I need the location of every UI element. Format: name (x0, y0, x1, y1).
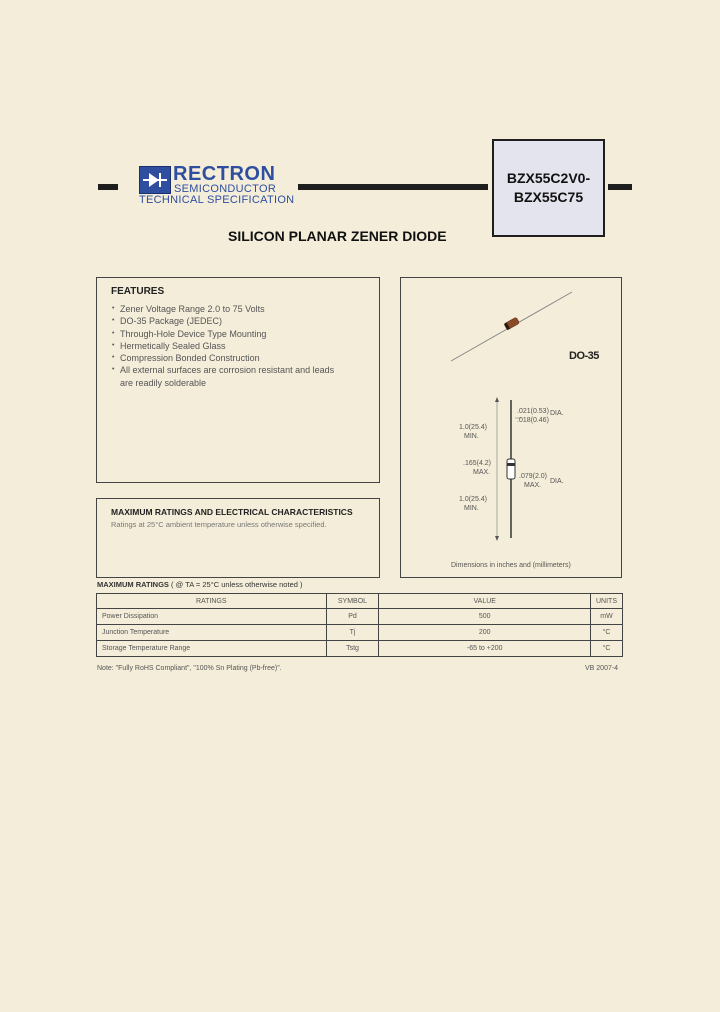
header-bar-right (608, 184, 632, 190)
dim-body-len-2: MAX. (473, 469, 491, 476)
cell-units: °C (590, 625, 622, 641)
cell-symbol: Tstg (326, 641, 379, 657)
cell-units: mW (590, 609, 622, 625)
col-header-symbol: SYMBOL (326, 594, 379, 609)
col-header-value: VALUE (379, 594, 591, 609)
package-name: DO-35 (569, 350, 599, 362)
dim-lead-dia-2: .018(0.46) (517, 417, 549, 424)
dim-lead-top-min: MIN. (464, 433, 479, 440)
max-ratings-note: Ratings at 25°C ambient temperature unless otherwise specified. (111, 520, 327, 529)
dim-lead-bot: 1.0(25.4) (459, 496, 488, 503)
cell-symbol: Tj (326, 625, 379, 641)
feature-item: • Hermetically Sealed Glass (111, 340, 365, 352)
brand-sub: SEMICONDUCTOR (174, 183, 277, 195)
table-row (97, 625, 623, 641)
cell-rating: Storage Temperature Range (97, 641, 327, 657)
feature-item: • Zener Voltage Range 2.0 to 75 Volts (111, 303, 365, 315)
cell-value: -65 to +200 (379, 641, 591, 657)
cell-symbol: Pd (326, 609, 379, 625)
ratings-caption (97, 580, 303, 589)
table-row (97, 609, 623, 625)
dim-body-dia-2: MAX. (524, 482, 542, 489)
max-ratings-panel (96, 498, 380, 578)
part-number-line2: BZX55C75 (513, 189, 584, 205)
max-ratings-title: MAXIMUM RATINGS AND ELECTRICAL CHARACTERISTICS (111, 507, 353, 517)
features-panel (96, 277, 380, 483)
cell-value: 200 (379, 625, 591, 641)
col-header-units: UNITS (590, 594, 622, 609)
dim-lead-dia-unit: DIA. (550, 410, 564, 417)
do35-diagram (401, 278, 620, 576)
features-title: FEATURES (111, 286, 165, 297)
footer-note: Note: "Fully RoHS Compliant", "100% Sn Plating (Pb-free)". (97, 665, 282, 672)
dim-lead-bot-min: MIN. (464, 505, 479, 512)
rectron-logo-icon (139, 166, 171, 194)
col-header-ratings: RATINGS (97, 594, 327, 609)
table-row (97, 641, 623, 657)
cell-rating: Power Dissipation (97, 609, 327, 625)
dim-lead-dia-1: .021(0.53) (517, 408, 549, 415)
cell-rating: Junction Temperature (97, 625, 327, 641)
ratings-table (96, 593, 623, 657)
dim-body-len-1: .165(4.2) (463, 460, 492, 467)
package-panel (400, 277, 622, 578)
ratings-caption-rest: ( @ TA = 25°C unless otherwise noted ) (171, 580, 303, 589)
header-bar-mid (298, 184, 488, 190)
feature-continuation: are readily solderable (120, 377, 207, 388)
ratings-caption-bold: MAXIMUM RATINGS (97, 580, 169, 589)
package-dimension-note: Dimensions in inches and (millimeters) (451, 562, 571, 569)
part-number-box (492, 139, 605, 237)
cell-value: 500 (379, 609, 591, 625)
part-number-line1: BZX55C2V0- (506, 170, 591, 186)
feature-item: • Compression Bonded Construction (111, 352, 365, 364)
dim-body-dia-unit: DIA. (550, 478, 564, 485)
features-list (111, 303, 365, 377)
page-title: SILICON PLANAR ZENER DIODE (228, 228, 447, 244)
feature-item: • Through-Hole Device Type Mounting (111, 328, 365, 340)
table-header-row (97, 594, 623, 609)
tagline: TECHNICAL SPECIFICATION (139, 194, 295, 206)
feature-item: • DO-35 Package (JEDEC) (111, 315, 365, 327)
dim-lead-top: 1.0(25.4) (459, 424, 488, 431)
dim-body-dia-1: .079(2.0) (519, 473, 548, 480)
feature-item: • All external surfaces are corrosion resistant and leads (111, 364, 365, 376)
brand-name: RECTRON (173, 163, 276, 185)
cell-units: °C (590, 641, 622, 657)
header-bar-left (98, 184, 118, 190)
revision: VB 2007-4 (585, 665, 619, 672)
